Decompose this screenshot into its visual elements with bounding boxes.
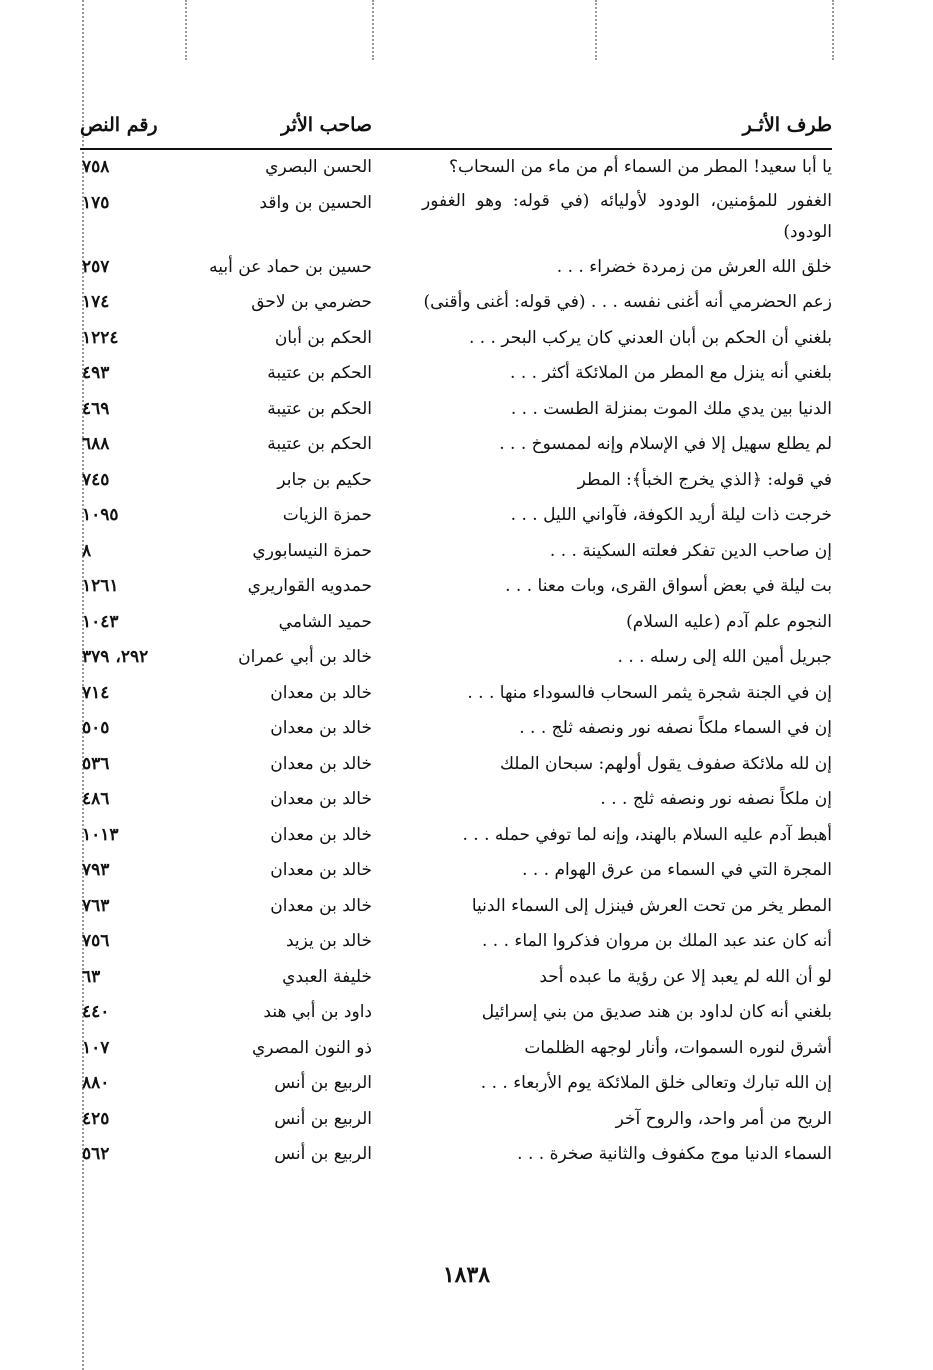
row-narrator: الحكم بن أبان <box>274 327 372 348</box>
table-row <box>80 150 832 186</box>
row-number: ١٠١٣ <box>82 824 119 845</box>
table-body <box>80 150 832 1173</box>
table-row <box>80 427 832 463</box>
row-excerpt: أهبط آدم عليه السلام بالهند، وإنه لما توفي حمله . . . <box>462 824 832 845</box>
row-number: ١٧٥ <box>82 192 110 213</box>
row-number: ٤٤٠ <box>82 1002 110 1022</box>
row-excerpt: الغفور للمؤمنين، الودود لأوليائه (في قوله: وهو الغفور الودود) <box>422 190 832 242</box>
row-excerpt: في قوله: ﴿الذي يخرج الخبأ﴾: المطر <box>577 469 832 490</box>
row-excerpt: زعم الحضرمي أنه أغنى نفسه . . . (في قوله: أغنى وأقنى) <box>423 292 832 312</box>
table-row <box>80 534 832 570</box>
row-narrator: خالد بن معدان <box>270 860 372 880</box>
table-row <box>80 747 832 783</box>
row-narrator: الحكم بن عتيبة <box>267 434 372 454</box>
row-excerpt: الدنيا بين يدي ملك الموت بمنزلة الطست . . . <box>510 398 832 419</box>
row-excerpt: بت ليلة في بعض أسواق القرى، وبات معنا . . . <box>505 576 832 596</box>
table-row <box>80 640 832 676</box>
row-number: ١٠٤٣ <box>82 611 119 632</box>
row-number: ٨٨٠ <box>82 1073 110 1093</box>
row-number: ٤٢٥ <box>82 1108 110 1129</box>
row-excerpt: جبريل أمين الله إلى رسله . . . <box>617 647 832 667</box>
row-narrator: الربيع بن أنس <box>274 1073 372 1093</box>
index-table <box>80 100 832 1173</box>
row-excerpt: بلغني أنه كان لداود بن هند صديق من بني إسرائيل <box>481 1002 832 1022</box>
row-narrator: الحسين بن واقد <box>259 192 372 213</box>
row-narrator: الربيع بن أنس <box>274 1108 372 1129</box>
row-excerpt: أشرق لنوره السموات، وأنار لوجهه الظلمات <box>524 1037 832 1058</box>
table-row <box>80 818 832 854</box>
row-excerpt: خرجت ذات ليلة أريد الكوفة، فآواني الليل . . . <box>510 505 832 525</box>
row-number: ٥٣٦ <box>82 753 110 774</box>
row-excerpt: الريح من أمر واحد، والروح آخر <box>615 1108 832 1129</box>
row-narrator: الربيع بن أنس <box>274 1144 372 1164</box>
row-number: ٤٨٦ <box>82 789 110 809</box>
table-row <box>80 1102 832 1138</box>
row-number: ٦٨٨ <box>82 434 110 454</box>
row-narrator: خليفة العبدي <box>282 966 372 987</box>
table-row <box>80 960 832 996</box>
row-narrator: خالد بن يزيد <box>285 931 372 951</box>
row-excerpt: إن في السماء ملكاً نصفه نور ونصفه ثلج . . . <box>519 718 832 738</box>
table-row <box>80 853 832 889</box>
row-narrator: خالد بن أبي عمران <box>238 647 372 667</box>
row-narrator: حمدويه القواريري <box>247 576 372 596</box>
table-row <box>80 1066 832 1102</box>
row-number: ١٧٤ <box>82 292 110 312</box>
row-number: ٨ <box>82 540 92 561</box>
table-row <box>80 1137 832 1173</box>
row-narrator: حمزة النيسابوري <box>252 540 372 561</box>
table-row <box>80 995 832 1031</box>
scan-dotted-line <box>595 0 597 60</box>
row-excerpt: إن ملكاً نصفه نور ونصفه ثلج . . . <box>600 789 832 809</box>
row-narrator: حميد الشامي <box>278 611 372 632</box>
scan-dotted-line <box>372 0 374 60</box>
row-number: ٦٣ <box>82 966 101 987</box>
row-excerpt: يا أبا سعيد! المطر من السماء أم من ماء من السحاب؟ <box>449 157 832 177</box>
table-row <box>80 250 832 286</box>
row-narrator: حسين بن حماد عن أبيه <box>209 256 372 277</box>
row-excerpt: لم يطلع سهيل إلا في الإسلام وإنه لممسوخ . . . <box>499 434 832 454</box>
row-narrator: حكيم بن جابر <box>277 469 372 490</box>
row-number: ٧٦٣ <box>82 895 110 916</box>
header-excerpt: طرف الأثـر <box>742 114 832 136</box>
row-number: ٧٩٣ <box>82 860 110 880</box>
row-excerpt: بلغني أنه ينزل مع المطر من الملائكة أكثر . . . <box>510 363 832 383</box>
row-number: ٧٥٦ <box>82 931 110 951</box>
row-number: ٢٥٧ <box>82 256 110 277</box>
row-narrator: ذو النون المصري <box>251 1037 372 1058</box>
table-row <box>80 285 832 321</box>
row-number: ٤٦٩ <box>82 398 110 419</box>
row-excerpt: إن صاحب الدين تفكر فعلته السكينة . . . <box>549 540 832 561</box>
row-number: ١٠٧ <box>82 1037 110 1058</box>
row-narrator: داود بن أبي هند <box>263 1002 372 1022</box>
row-number: ٥٦٢ <box>82 1144 110 1164</box>
row-narrator: خالد بن معدان <box>270 895 372 916</box>
table-row <box>80 924 832 960</box>
row-narrator: الحكم بن عتيبة <box>267 398 372 419</box>
row-narrator: خالد بن معدان <box>270 824 372 845</box>
row-excerpt: النجوم علم آدم (عليه السلام) <box>626 611 832 632</box>
row-number: ٥٠٥ <box>82 718 110 738</box>
table-row <box>80 711 832 747</box>
row-number: ١٢٦١ <box>82 576 119 596</box>
row-number: ١٢٢٤ <box>82 327 119 348</box>
table-row <box>80 889 832 925</box>
table-row <box>80 392 832 428</box>
page-number: ١٨٣٨ <box>442 1262 491 1288</box>
row-number: ٧٥٨ <box>82 157 110 177</box>
row-number: ٧٤٥ <box>82 469 110 490</box>
table-row <box>80 356 832 392</box>
row-narrator: حضرمي بن لاحق <box>251 292 372 312</box>
row-narrator: خالد بن معدان <box>270 753 372 774</box>
row-number: ٤٩٣ <box>82 363 110 383</box>
header-number: رقم النص <box>80 114 158 136</box>
row-number: ٢٩٢، ٣٧٩ <box>82 647 149 667</box>
row-excerpt: أنه كان عند عبد الملك بن مروان فذكروا الماء . . . <box>482 931 832 951</box>
table-row <box>80 605 832 641</box>
table-row <box>80 321 832 357</box>
row-excerpt: إن الله تبارك وتعالى خلق الملائكة يوم الأربعاء . . . <box>480 1073 832 1093</box>
row-excerpt: المجرة التي في السماء من عرق الهوام . . . <box>522 860 832 880</box>
row-narrator: خالد بن معدان <box>270 718 372 738</box>
table-row <box>80 498 832 534</box>
table-row <box>80 1031 832 1067</box>
row-excerpt: لو أن الله لم يعبد إلا عن رؤية ما عبده أحد <box>539 966 832 987</box>
row-narrator: الحكم بن عتيبة <box>267 363 372 383</box>
scan-dotted-line <box>832 0 834 60</box>
row-excerpt: المطر يخر من تحت العرش فينزل إلى السماء الدنيا <box>471 895 832 916</box>
table-row <box>80 186 832 250</box>
row-narrator: خالد بن معدان <box>270 682 372 703</box>
row-excerpt: بلغني أن الحكم بن أبان العدني كان يركب البحر . . . <box>468 327 832 348</box>
table-row <box>80 569 832 605</box>
row-excerpt: السماء الدنيا موج مكفوف والثانية صخرة . . . <box>517 1144 832 1164</box>
table-row <box>80 676 832 712</box>
row-narrator: خالد بن معدان <box>270 789 372 809</box>
table-header <box>80 100 832 150</box>
row-number: ٧١٤ <box>82 682 110 703</box>
scan-dotted-line <box>185 0 187 60</box>
row-narrator: حمزة الزيات <box>282 505 372 525</box>
row-number: ١٠٩٥ <box>82 505 119 525</box>
table-row <box>80 463 832 499</box>
row-excerpt: إن في الجنة شجرة يثمر السحاب فالسوداء منها . . . <box>467 682 832 703</box>
header-narrator: صاحب الأثر <box>281 114 372 136</box>
table-row <box>80 782 832 818</box>
row-excerpt: خلق الله العرش من زمردة خضراء . . . <box>556 256 832 277</box>
row-narrator: الحسن البصري <box>265 157 372 177</box>
row-excerpt: إن لله ملائكة صفوف يقول أولهم: سبحان الملك <box>499 753 832 774</box>
